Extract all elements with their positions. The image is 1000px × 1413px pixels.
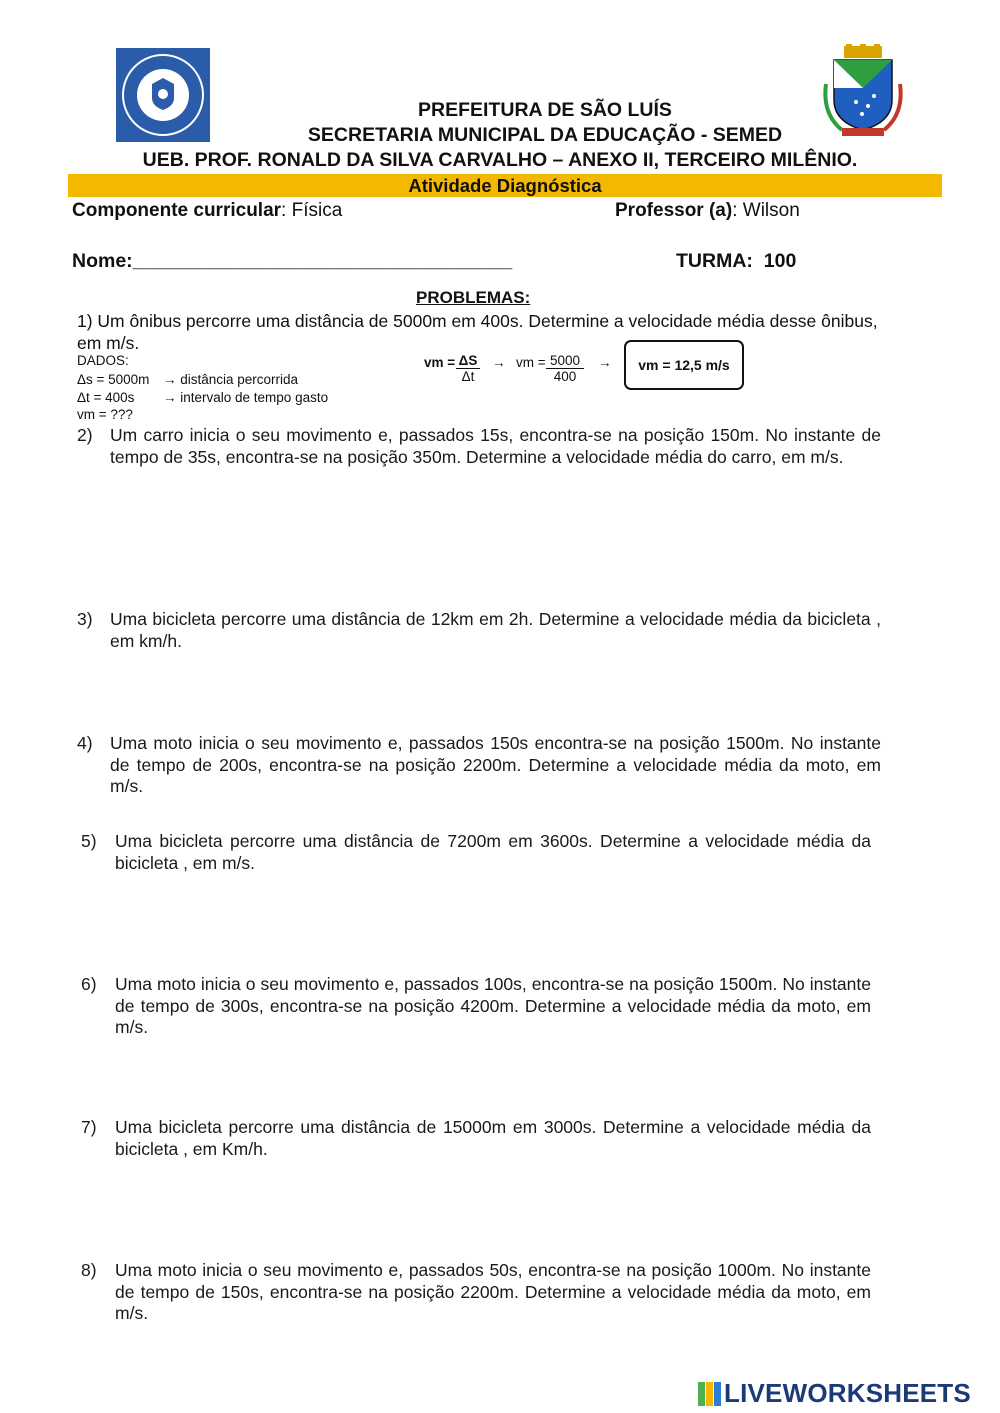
example-statement: 1) Um ônibus percorre uma distância de 5000m em 400s. Determine a velocidade média desse ônibus, em m/s. xyxy=(77,311,878,353)
dados-block xyxy=(77,352,328,422)
formula-lhs: vm = xyxy=(424,355,456,370)
watermark-text: LIVEWORKSHEETS xyxy=(724,1378,971,1408)
dados-title: DADOS: xyxy=(77,353,129,368)
dados-row xyxy=(77,371,328,390)
header-prefeitura: PREFEITURA DE SÃO LUÍS xyxy=(418,99,672,121)
sub-lhs: vm = xyxy=(516,355,546,370)
turma-value: 100 xyxy=(763,250,797,272)
turma-label: TURMA: xyxy=(676,250,753,272)
name-field[interactable] xyxy=(72,250,512,273)
question-text: Uma bicicleta percorre uma distância de 12km em 2h. Determine a velocidade média da bicicleta , em km/h. xyxy=(110,609,881,651)
turma xyxy=(676,250,796,273)
professor-value: : Wilson xyxy=(732,200,800,221)
arrow-icon: → xyxy=(598,355,612,370)
question-text: Uma moto inicia o seu movimento e, passados 100s, encontra-se na posição 1500m. No instante de tempo de 300s, encontra-se na posição 4200m. Determine a velocidade média da moto, em m/s. xyxy=(115,974,871,1037)
question-text: Uma bicicleta percorre uma distância de 15000m em 3000s. Determine a velocidade média da bicicleta , em Km/h. xyxy=(115,1117,871,1159)
question-text: Uma bicicleta percorre uma distância de 7200m em 3600s. Determine a velocidade média da bicicleta , em m/s. xyxy=(115,831,871,873)
question-number: 8) xyxy=(81,1260,97,1280)
formula-fraction xyxy=(456,353,480,384)
header-school: UEB. PROF. RONALD DA SILVA CARVALHO – ANEXO II, TERCEIRO MILÊNIO. xyxy=(142,149,858,171)
question-number: 2) xyxy=(77,425,93,445)
name-blank[interactable]: ___________________________________ xyxy=(132,250,513,272)
component-label: Componente curricular xyxy=(72,200,282,221)
dados-var: vm = ??? xyxy=(77,406,133,422)
dados-row xyxy=(77,389,328,408)
name-label: Nome: xyxy=(72,250,133,272)
question-number: 7) xyxy=(81,1117,97,1137)
header-secretaria: SECRETARIA MUNICIPAL DA EDUCAÇÃO - SEMED xyxy=(307,124,783,146)
dados-desc: → distância percorrida xyxy=(163,371,299,387)
question-text: Um carro inicia o seu movimento e, passados 15s, encontra-se na posição 150m. No instante de tempo de 35s, encontra-se na posição 350m. Determine a velocidade média do carro, em m/s. xyxy=(110,425,881,467)
formula-numerator: ΔS xyxy=(456,353,480,369)
formula-denominator: Δt xyxy=(461,369,475,384)
sub-denominator: 400 xyxy=(553,369,577,384)
problems-title: PROBLEMAS: xyxy=(416,288,531,307)
dados-row xyxy=(77,408,328,422)
arrow-icon: → xyxy=(492,355,506,370)
professor-label: Professor (a) xyxy=(615,200,733,221)
question-number: 6) xyxy=(81,974,97,994)
sub-fraction xyxy=(546,353,584,384)
sub-numerator: 5000 xyxy=(546,353,584,369)
component-curricular xyxy=(72,200,342,222)
liveworksheets-icon xyxy=(698,1382,722,1406)
question-number: 4) xyxy=(77,733,93,753)
answer-box: vm = 12,5 m/s xyxy=(624,340,744,390)
question-text: Uma moto inicia o seu movimento e, passados 150s encontra-se na posição 1500m. No instante de tempo de 200s, encontra-se na posição 2200m. Determine a velocidade média da moto, em m/s. xyxy=(110,733,881,796)
dados-var: Δt = 400s xyxy=(77,390,135,405)
dados-var: Δs = 5000m xyxy=(77,371,150,387)
professor xyxy=(615,200,800,222)
question-number: 5) xyxy=(81,831,97,851)
dados-desc: → intervalo de tempo gasto xyxy=(163,390,329,405)
question-text: Uma moto inicia o seu movimento e, passados 50s, encontra-se na posição 1000m. No instante de tempo de 150s, encontra-se na posição 2200m. Determine a velocidade média da moto, em m/s. xyxy=(115,1260,871,1323)
activity-title: Atividade Diagnóstica xyxy=(68,174,942,197)
component-value: : Física xyxy=(281,200,343,221)
question-number: 3) xyxy=(77,609,93,629)
